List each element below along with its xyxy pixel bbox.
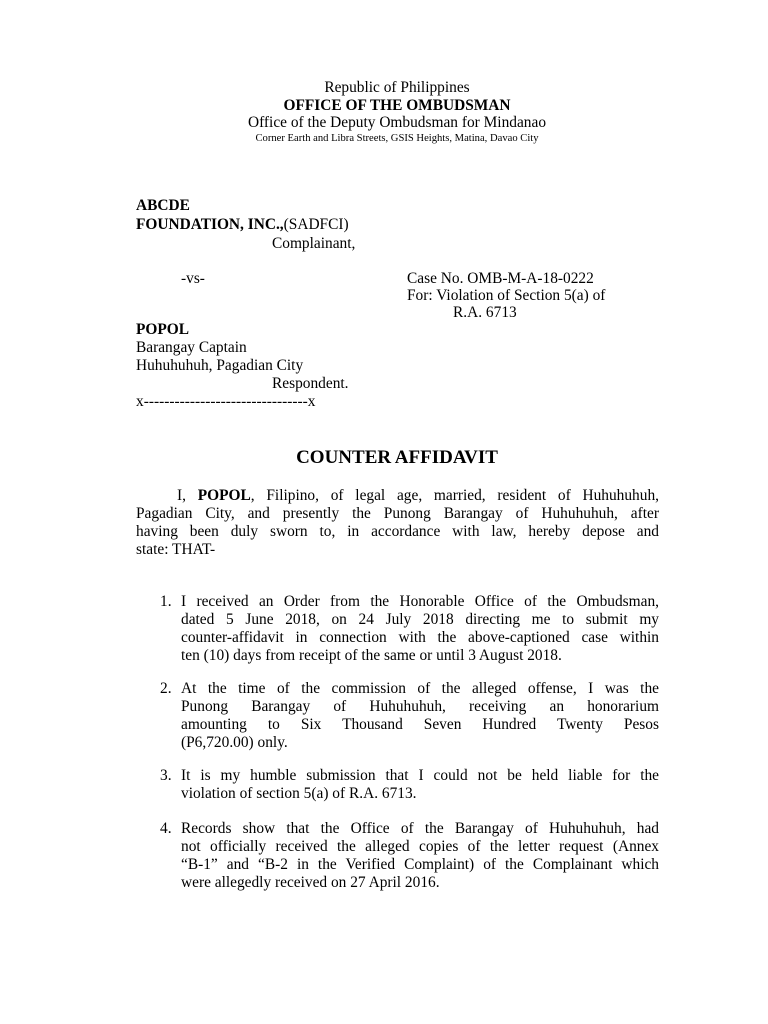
document-title: COUNTER AFFIDAVIT xyxy=(296,447,498,468)
item-line: “B-1” and “B-2 in the Verified Complaint) of the Complainant which xyxy=(181,856,659,873)
respondent-name: POPOL xyxy=(136,321,190,338)
item-number: 1. xyxy=(160,593,172,610)
item-line: It is my humble submission that I could not be held liable for the xyxy=(181,767,659,784)
respondent-role: Respondent. xyxy=(272,375,349,392)
case-for-line-2: R.A. 6713 xyxy=(453,304,517,321)
item-line: I received an Order from the Honorable Office of the Ombudsman, xyxy=(181,593,659,610)
item-paragraph xyxy=(181,593,659,665)
item-paragraph xyxy=(181,680,659,752)
item-line: (P6,720.00) only. xyxy=(181,734,288,751)
case-for-line-1: For: Violation of Section 5(a) of xyxy=(407,287,606,304)
item-number: 4. xyxy=(160,820,172,837)
complainant-name-line-2 xyxy=(136,216,349,234)
header-deputy: Office of the Deputy Ombudsman for Mindanao xyxy=(247,114,547,131)
item-line: violation of section 5(a) of R.A. 6713. xyxy=(181,785,417,802)
item-paragraph xyxy=(181,820,659,892)
item-line: Punong Barangay of Huhuhuhuh, receiving an honorarium xyxy=(181,698,659,715)
complainant-name-line-1: ABCDE xyxy=(136,197,190,214)
intro-line-3: having been duly sworn to, in accordance with law, hereby depose and xyxy=(136,523,659,540)
intro-line-4: state: THAT- xyxy=(136,541,216,558)
item-line: amounting to Six Thousand Seven Hundred Twenty Pesos xyxy=(181,716,659,733)
item-line: dated 5 June 2018, on 24 July 2018 directing me to submit my xyxy=(181,611,659,628)
header-office: OFFICE OF THE OMBUDSMAN xyxy=(283,97,511,114)
respondent-title: Barangay Captain xyxy=(136,339,247,356)
versus-label: -vs- xyxy=(181,270,205,287)
caption-divider: x--------------------------------x xyxy=(136,393,316,410)
item-line: At the time of the commission of the alleged offense, I was the xyxy=(181,680,659,697)
complainant-role: Complainant, xyxy=(272,235,356,252)
affiant-name: POPOL xyxy=(197,487,251,504)
complainant-abbreviation: (SADFCI) xyxy=(283,216,349,233)
intro-line-2: Pagadian City, and presently the Punong Barangay of Huhuhuhuh, after xyxy=(136,505,659,522)
item-line: not officially received the alleged copies of the letter request (Annex xyxy=(181,838,659,855)
complainant-name: FOUNDATION, INC., xyxy=(136,216,284,233)
item-line: Records show that the Office of the Barangay of Huhuhuhuh, had xyxy=(181,820,659,837)
item-paragraph xyxy=(181,767,659,803)
item-number: 2. xyxy=(160,680,172,697)
respondent-address: Huhuhuhuh, Pagadian City xyxy=(136,357,304,374)
item-number: 3. xyxy=(160,767,172,784)
intro-line-1: I, POPOL, Filipino, of legal age, married, resident of Huhuhuhuh, xyxy=(177,487,659,504)
header-address: Corner Earth and Libra Streets, GSIS Heights, Matina, Davao City xyxy=(255,133,539,144)
intro-paragraph xyxy=(136,487,659,559)
item-line: counter-affidavit in connection with the above-captioned case within xyxy=(181,629,659,646)
header-republic: Republic of Philippines xyxy=(324,79,470,96)
item-line: ten (10) days from receipt of the same or until 3 August 2018. xyxy=(181,647,562,664)
item-line: were allegedly received on 27 April 2016. xyxy=(181,874,440,891)
case-number: Case No. OMB-M-A-18-0222 xyxy=(407,270,594,287)
